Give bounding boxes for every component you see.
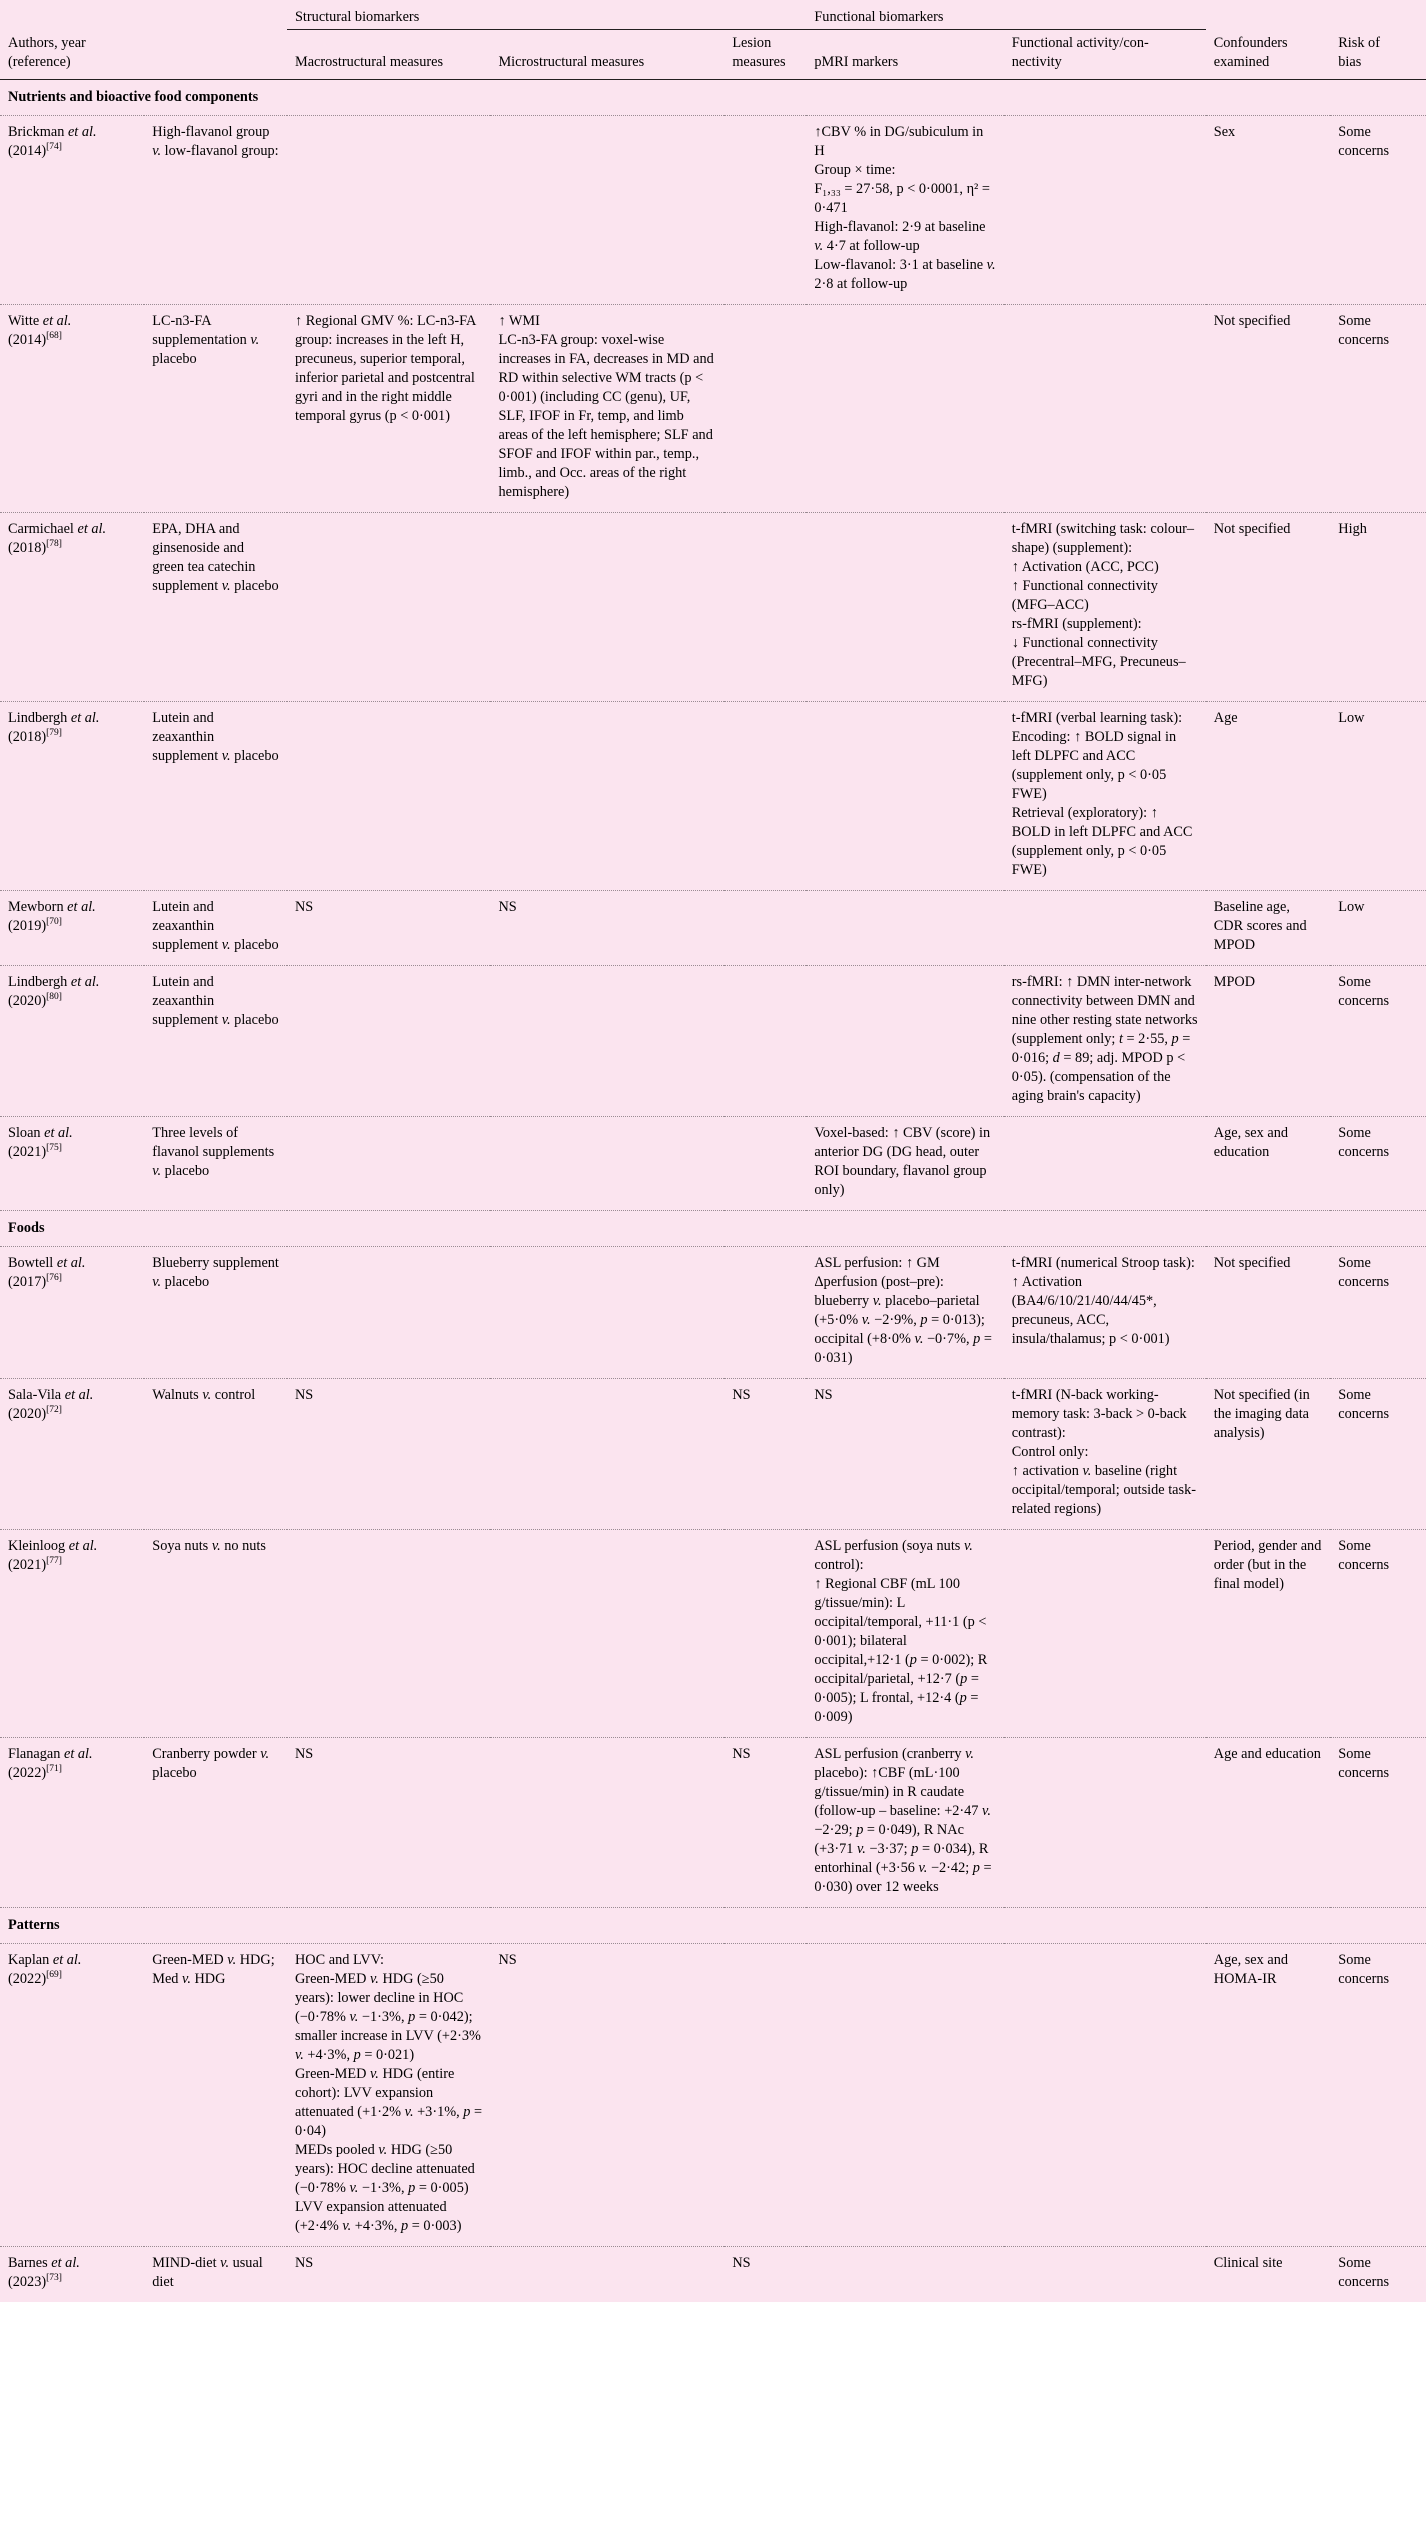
cell-intervention: Blueberry supplement v. placebo <box>144 1247 287 1379</box>
column-header-intervention <box>144 30 287 80</box>
cell-intervention: Walnuts v. control <box>144 1379 287 1530</box>
cell-microstructural <box>490 1738 724 1908</box>
cell-risk: Some concerns <box>1330 1944 1426 2247</box>
cell-lesion: NS <box>724 1738 806 1908</box>
cell-pmri <box>806 1944 1003 2247</box>
cell-functional <box>1004 305 1206 513</box>
cell-macrostructural: NS <box>287 1738 490 1908</box>
cell-lesion: NS <box>724 2247 806 2303</box>
cell-functional: rs-fMRI: ↑ DMN inter-network connectivity between DMN and nine other resting state networks (supplement only; t = 2·55, p = 0·016; d = 89; adj. MPOD p < 0·05). (compensation of the aging brain's capacity) <box>1004 966 1206 1117</box>
cell-risk: Some concerns <box>1330 1738 1426 1908</box>
cell-confounders: Age, sex and education <box>1206 1117 1331 1211</box>
cell-lesion <box>724 1117 806 1211</box>
cell-intervention: MIND-diet v. usual diet <box>144 2247 287 2303</box>
cell-microstructural: NS <box>490 891 724 966</box>
cell-risk: Some concerns <box>1330 305 1426 513</box>
table-row <box>0 305 1426 513</box>
cell-intervention: Lutein and zeaxanthin supplement v. placebo <box>144 702 287 891</box>
cell-macrostructural: HOC and LVV: Green-MED v. HDG (≥50 years): lower decline in HOC (−0·78% v. −1·3%, p = 0·042); smaller increase in LVV (+2·3% v. +4·3%, p = 0·021) Green-MED v. HDG (entire cohort): LVV expansion attenuated (+1·2% v. +3·1%, p = 0·04) MEDs pooled v. HDG (≥50 years): HOC decline attenuated (−0·78% v. −1·3%, p = 0·005) LVV expansion attenuated (+2·4% v. +4·3%, p = 0·003) <box>287 1944 490 2247</box>
group-header-functional: Functional biomarkers <box>806 0 1205 30</box>
cell-functional: t-fMRI (verbal learning task): Encoding: ↑ BOLD signal in left DLPFC and ACC (supplement only, p < 0·05 FWE) Retrieval (exploratory): ↑ BOLD in left DLPFC and ACC (supplement only, p < 0·05 FWE) <box>1004 702 1206 891</box>
cell-lesion <box>724 702 806 891</box>
cell-confounders: Age <box>1206 702 1331 891</box>
cell-microstructural <box>490 1117 724 1211</box>
column-header-functional-activity: Functional activity/con- nectivity <box>1004 30 1206 80</box>
table-row <box>0 1944 1426 2247</box>
cell-macrostructural <box>287 1530 490 1738</box>
table-row <box>0 2247 1426 2303</box>
spacer-cell <box>0 0 144 30</box>
cell-intervention: LC-n3-FA supplementation v. placebo <box>144 305 287 513</box>
cell-functional <box>1004 891 1206 966</box>
cell-risk: Some concerns <box>1330 2247 1426 2303</box>
cell-confounders: MPOD <box>1206 966 1331 1117</box>
cell-functional: t-fMRI (numerical Stroop task): ↑ Activation (BA4/6/10/21/40/44/45*, precuneus, ACC, insula/thalamus; p < 0·001) <box>1004 1247 1206 1379</box>
cell-lesion <box>724 1530 806 1738</box>
cell-intervention: Lutein and zeaxanthin supplement v. placebo <box>144 966 287 1117</box>
cell-functional <box>1004 1530 1206 1738</box>
cell-risk: Low <box>1330 702 1426 891</box>
cell-macrostructural <box>287 513 490 702</box>
cell-pmri: ASL perfusion: ↑ GM Δperfusion (post–pre): blueberry v. placebo–parietal (+5·0% v. −2·9%, p = 0·013); occipital (+8·0% v. −0·7%, p = 0·031) <box>806 1247 1003 1379</box>
cell-author: Lindbergh et al. (2018)[79] <box>0 702 144 891</box>
cell-author: Lindbergh et al. (2020)[80] <box>0 966 144 1117</box>
cell-author: Witte et al. (2014)[68] <box>0 305 144 513</box>
column-header-confounders: Confounders examined <box>1206 30 1331 80</box>
cell-author: Brickman et al. (2014)[74] <box>0 116 144 305</box>
cell-intervention: Three levels of flavanol supplements v. placebo <box>144 1117 287 1211</box>
cell-lesion <box>724 513 806 702</box>
spacer-cell <box>1330 0 1426 30</box>
section-row <box>0 80 1426 116</box>
cell-author: Sloan et al. (2021)[75] <box>0 1117 144 1211</box>
cell-microstructural <box>490 1379 724 1530</box>
section-row <box>0 1211 1426 1247</box>
cell-author: Mewborn et al. (2019)[70] <box>0 891 144 966</box>
table-row <box>0 116 1426 305</box>
cell-confounders: Not specified <box>1206 513 1331 702</box>
table-row <box>0 1738 1426 1908</box>
cell-intervention: Lutein and zeaxanthin supplement v. placebo <box>144 891 287 966</box>
group-header-row <box>0 0 1426 30</box>
table-row <box>0 966 1426 1117</box>
table-row <box>0 1530 1426 1738</box>
section-title: Nutrients and bioactive food components <box>0 80 1426 116</box>
cell-confounders: Not specified <box>1206 1247 1331 1379</box>
cell-microstructural <box>490 966 724 1117</box>
table-row <box>0 702 1426 891</box>
cell-pmri: Voxel-based: ↑ CBV (score) in anterior DG (DG head, outer ROI boundary, flavanol group only) <box>806 1117 1003 1211</box>
cell-pmri: ASL perfusion (cranberry v. placebo): ↑CBF (mL·100 g/tissue/min) in R caudate (follow-up – baseline: +2·47 v. −2·29; p = 0·049), R NAc (+3·71 v. −3·37; p = 0·034), R entorhinal (+3·56 v. −2·42; p = 0·030) over 12 weeks <box>806 1738 1003 1908</box>
cell-risk: Some concerns <box>1330 1117 1426 1211</box>
cell-lesion <box>724 116 806 305</box>
cell-functional: t-fMRI (N-back working-memory task: 3-back > 0-back contrast): Control only: ↑ activation v. baseline (right occipital/temporal; outside task-related regions) <box>1004 1379 1206 1530</box>
cell-microstructural: ↑ WMI LC-n3-FA group: voxel-wise increases in FA, decreases in MD and RD within selective WM tracts (p < 0·001) (including CC (genu), UF, SLF, IFOF in Fr, temp, and limb areas of the left hemisphere; SLF and SFOF and IFOF within par., temp., limb., and Occ. areas of the right hemisphere) <box>490 305 724 513</box>
cell-microstructural <box>490 1530 724 1738</box>
cell-macrostructural <box>287 702 490 891</box>
column-header-row <box>0 30 1426 80</box>
section-title: Patterns <box>0 1908 1426 1944</box>
cell-author: Bowtell et al. (2017)[76] <box>0 1247 144 1379</box>
cell-lesion <box>724 1247 806 1379</box>
cell-author: Barnes et al. (2023)[73] <box>0 2247 144 2303</box>
section-title: Foods <box>0 1211 1426 1247</box>
column-header-microstructural: Microstructural measures <box>490 30 724 80</box>
table-row <box>0 1247 1426 1379</box>
table-row <box>0 1379 1426 1530</box>
cell-functional: t-fMRI (switching task: colour–shape) (supplement): ↑ Activation (ACC, PCC) ↑ Functional connectivity (MFG–ACC) rs-fMRI (supplement): ↓ Functional connectivity (Precentral–MFG, Precuneus–MFG) <box>1004 513 1206 702</box>
cell-functional <box>1004 1738 1206 1908</box>
table-row <box>0 891 1426 966</box>
table-row <box>0 513 1426 702</box>
cell-risk: Low <box>1330 891 1426 966</box>
column-header-macrostructural: Macrostructural measures <box>287 30 490 80</box>
cell-functional <box>1004 1117 1206 1211</box>
cell-author: Kleinloog et al. (2021)[77] <box>0 1530 144 1738</box>
cell-risk: Some concerns <box>1330 1530 1426 1738</box>
cell-author: Sala-Vila et al. (2020)[72] <box>0 1379 144 1530</box>
cell-pmri <box>806 891 1003 966</box>
cell-macrostructural <box>287 116 490 305</box>
cell-microstructural <box>490 513 724 702</box>
cell-macrostructural: NS <box>287 2247 490 2303</box>
column-header-risk: Risk of bias <box>1330 30 1426 80</box>
cell-intervention: Cranberry powder v. placebo <box>144 1738 287 1908</box>
cell-macrostructural <box>287 966 490 1117</box>
spacer-cell <box>1206 0 1331 30</box>
spacer-cell <box>144 0 287 30</box>
cell-macrostructural <box>287 1247 490 1379</box>
cell-lesion <box>724 1944 806 2247</box>
cell-functional <box>1004 116 1206 305</box>
cell-confounders: Period, gender and order (but in the final model) <box>1206 1530 1331 1738</box>
cell-pmri <box>806 513 1003 702</box>
cell-macrostructural: NS <box>287 1379 490 1530</box>
cell-risk: Some concerns <box>1330 1247 1426 1379</box>
column-header-authors: Authors, year (reference) <box>0 30 144 80</box>
cell-confounders: Not specified (in the imaging data analysis) <box>1206 1379 1331 1530</box>
group-header-structural: Structural biomarkers <box>287 0 806 30</box>
cell-lesion: NS <box>724 1379 806 1530</box>
cell-microstructural <box>490 2247 724 2303</box>
cell-lesion <box>724 891 806 966</box>
cell-pmri <box>806 702 1003 891</box>
cell-pmri <box>806 305 1003 513</box>
cell-lesion <box>724 305 806 513</box>
cell-microstructural <box>490 116 724 305</box>
cell-intervention: High-flavanol group v. low-flavanol group: <box>144 116 287 305</box>
cell-confounders: Sex <box>1206 116 1331 305</box>
cell-macrostructural: ↑ Regional GMV %: LC-n3-FA group: increases in the left H, precuneus, superior temporal, inferior parietal and postcentral gyri and in the right middle temporal gyrus (p < 0·001) <box>287 305 490 513</box>
cell-risk: High <box>1330 513 1426 702</box>
cell-risk: Some concerns <box>1330 116 1426 305</box>
cell-author: Kaplan et al. (2022)[69] <box>0 1944 144 2247</box>
cell-macrostructural <box>287 1117 490 1211</box>
cell-lesion <box>724 966 806 1117</box>
cell-confounders: Clinical site <box>1206 2247 1331 2303</box>
cell-pmri: ASL perfusion (soya nuts v. control): ↑ Regional CBF (mL 100 g/tissue/min): L occipital/temporal, +11·1 (p < 0·001); bilateral occipital,+12·1 (p = 0·002); R occipital/parietal, +12·7 (p = 0·005); L frontal, +12·4 (p = 0·009) <box>806 1530 1003 1738</box>
table-row <box>0 1117 1426 1211</box>
cell-intervention: Green-MED v. HDG; Med v. HDG <box>144 1944 287 2247</box>
cell-confounders: Age and education <box>1206 1738 1331 1908</box>
cell-microstructural <box>490 1247 724 1379</box>
cell-functional <box>1004 1944 1206 2247</box>
cell-risk: Some concerns <box>1330 1379 1426 1530</box>
cell-intervention: EPA, DHA and ginsenoside and green tea catechin supplement v. placebo <box>144 513 287 702</box>
cell-functional <box>1004 2247 1206 2303</box>
cell-pmri <box>806 966 1003 1117</box>
column-header-pmri: pMRI markers <box>806 30 1003 80</box>
cell-pmri <box>806 2247 1003 2303</box>
section-row <box>0 1908 1426 1944</box>
cell-pmri: NS <box>806 1379 1003 1530</box>
cell-author: Flanagan et al. (2022)[71] <box>0 1738 144 1908</box>
cell-confounders: Age, sex and HOMA-IR <box>1206 1944 1331 2247</box>
cell-microstructural <box>490 702 724 891</box>
cell-pmri: ↑CBV % in DG/subiculum in H Group × time: F₁,₃₃ = 27·58, p < 0·0001, η² = 0·471 High-flavanol: 2·9 at baseline v. 4·7 at follow-up Low-flavanol: 3·1 at baseline v. 2·8 at follow-up <box>806 116 1003 305</box>
cell-confounders: Not specified <box>1206 305 1331 513</box>
column-header-lesion: Lesion measures <box>724 30 806 80</box>
cell-intervention: Soya nuts v. no nuts <box>144 1530 287 1738</box>
cell-microstructural: NS <box>490 1944 724 2247</box>
cell-macrostructural: NS <box>287 891 490 966</box>
cell-confounders: Baseline age, CDR scores and MPOD <box>1206 891 1331 966</box>
cell-author: Carmichael et al. (2018)[78] <box>0 513 144 702</box>
cell-risk: Some concerns <box>1330 966 1426 1117</box>
